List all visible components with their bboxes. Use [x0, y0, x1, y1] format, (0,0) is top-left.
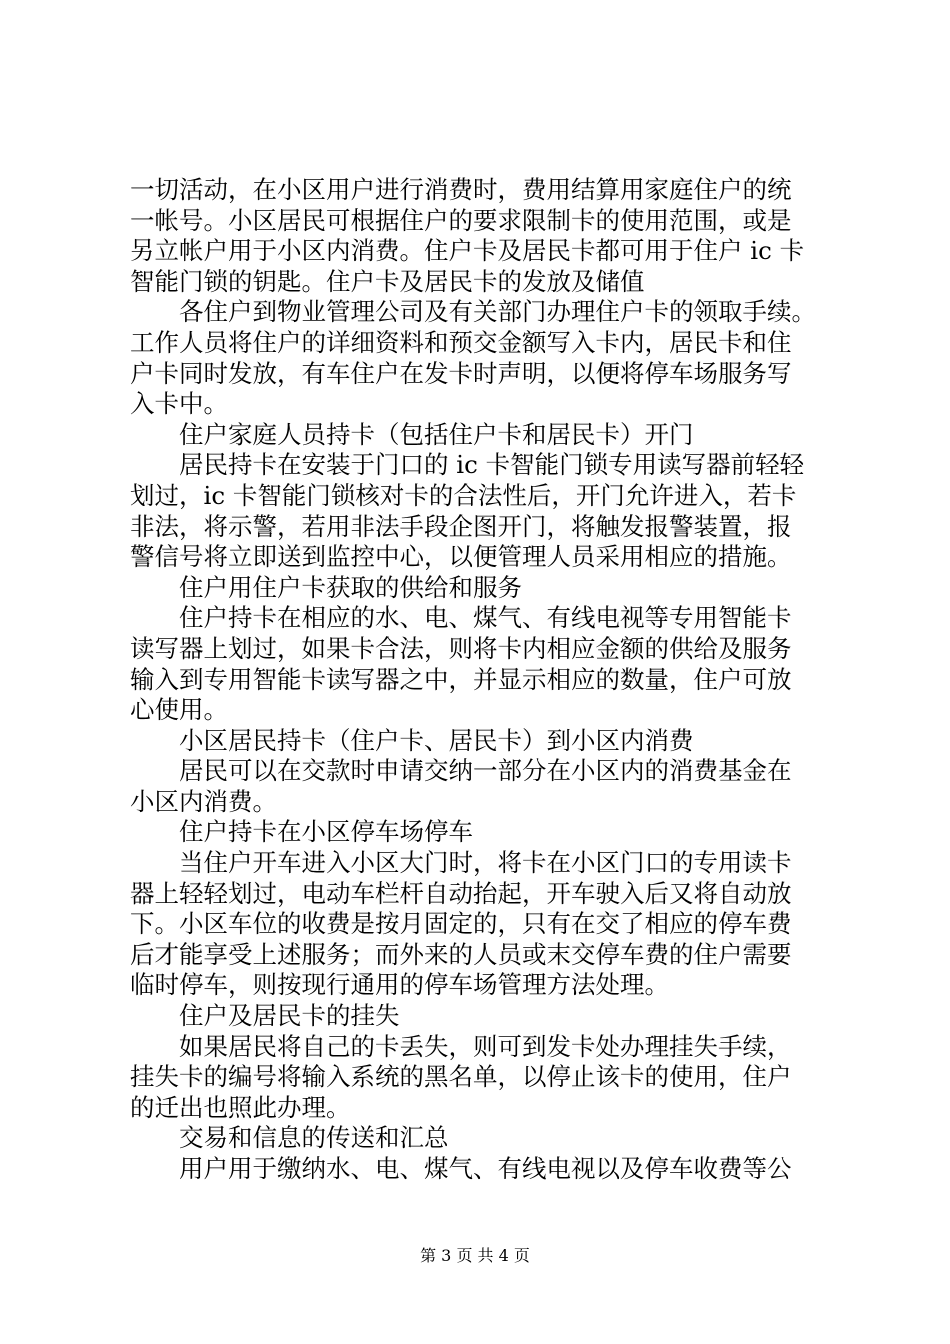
text-line: 住户及居民卡的挂失 [179, 1001, 400, 1031]
body-text [130, 175, 830, 1185]
text-line: 住户用住户卡获取的供给和服务 [179, 572, 522, 602]
text-line: 如果居民将自己的卡丢失，则可到发卡处办理挂失手续， [179, 1031, 792, 1061]
text-line: 一切活动，在小区用户进行消费时，费用结算用家庭住户的统 [130, 175, 792, 204]
page-footer: 第 3 页 共 4 页 [420, 1246, 530, 1265]
text-line: 交易和信息的传送和汇总 [179, 1123, 449, 1153]
text-line: 输入到专用智能卡读写器之中，并显示相应的数量，住户可放 [130, 664, 792, 694]
text-line: 当住户开车进入小区大门时，将卡在小区门口的专用读卡 [179, 848, 792, 878]
text-line: 下。小区车位的收费是按月固定的，只有在交了相应的停车费 [130, 909, 792, 939]
text-line: 警信号将立即送到监控中心，以便管理人员采用相应的措施。 [130, 542, 792, 572]
text-line: 住户持卡在小区停车场停车 [179, 817, 473, 847]
text-line: 读写器上划过，如果卡合法，则将卡内相应金额的供给及服务 [130, 633, 792, 663]
text-line: 工作人员将住户的详细资料和预交金额写入卡内，居民卡和住 [130, 327, 792, 357]
text-line: 小区居民持卡（住户卡、居民卡）到小区内消费 [179, 725, 694, 755]
text-line: 器上轻轻划过，电动车栏杆自动抬起，开车驶入后又将自动放 [130, 878, 792, 908]
text-line: 划过，ic 卡智能门锁核对卡的合法性后，开门允许进入，若卡 [130, 480, 797, 510]
text-line: 用户用于缴纳水、电、煤气、有线电视以及停车收费等公 [179, 1154, 792, 1183]
text-line: 后才能享受上述服务；而外来的人员或末交停车费的住户需要 [130, 939, 792, 969]
text-line: 挂失卡的编号将输入系统的黑名单，以停止该卡的使用，住户 [130, 1062, 792, 1092]
text-line: 户卡同时发放，有车住户在发卡时声明，以便将停车场服务写 [130, 358, 792, 388]
text-line: 住户持卡在相应的水、电、煤气、有线电视等专用智能卡 [179, 603, 792, 633]
text-line: 非法，将示警，若用非法手段企图开门，将触发报警装置，报 [130, 511, 792, 541]
text-line: 各住户到物业管理公司及有关部门办理住户卡的领取手续。 [179, 297, 816, 327]
text-line: 住户家庭人员持卡（包括住户卡和居民卡）开门 [179, 419, 694, 449]
text-line: 临时停车，则按现行通用的停车场管理方法处理。 [130, 970, 669, 1000]
text-line: 入卡中。 [130, 389, 228, 419]
text-line: 小区内消费。 [130, 786, 277, 816]
text-line: 居民持卡在安装于门口的 ic 卡智能门锁专用读写器前轻轻 [179, 450, 805, 480]
text-line: 心使用。 [130, 695, 228, 725]
text-line: 一帐号。小区居民可根据住户的要求限制卡的使用范围，或是 [130, 205, 792, 235]
text-line: 居民可以在交款时申请交纳一部分在小区内的消费基金在 [179, 756, 792, 786]
text-line: 的迁出也照此办理。 [130, 1092, 351, 1122]
text-line: 智能门锁的钥匙。住户卡及居民卡的发放及储值 [130, 266, 645, 296]
text-line: 另立帐户用于小区内消费。住户卡及居民卡都可用于住户 ic 卡 [130, 236, 805, 266]
